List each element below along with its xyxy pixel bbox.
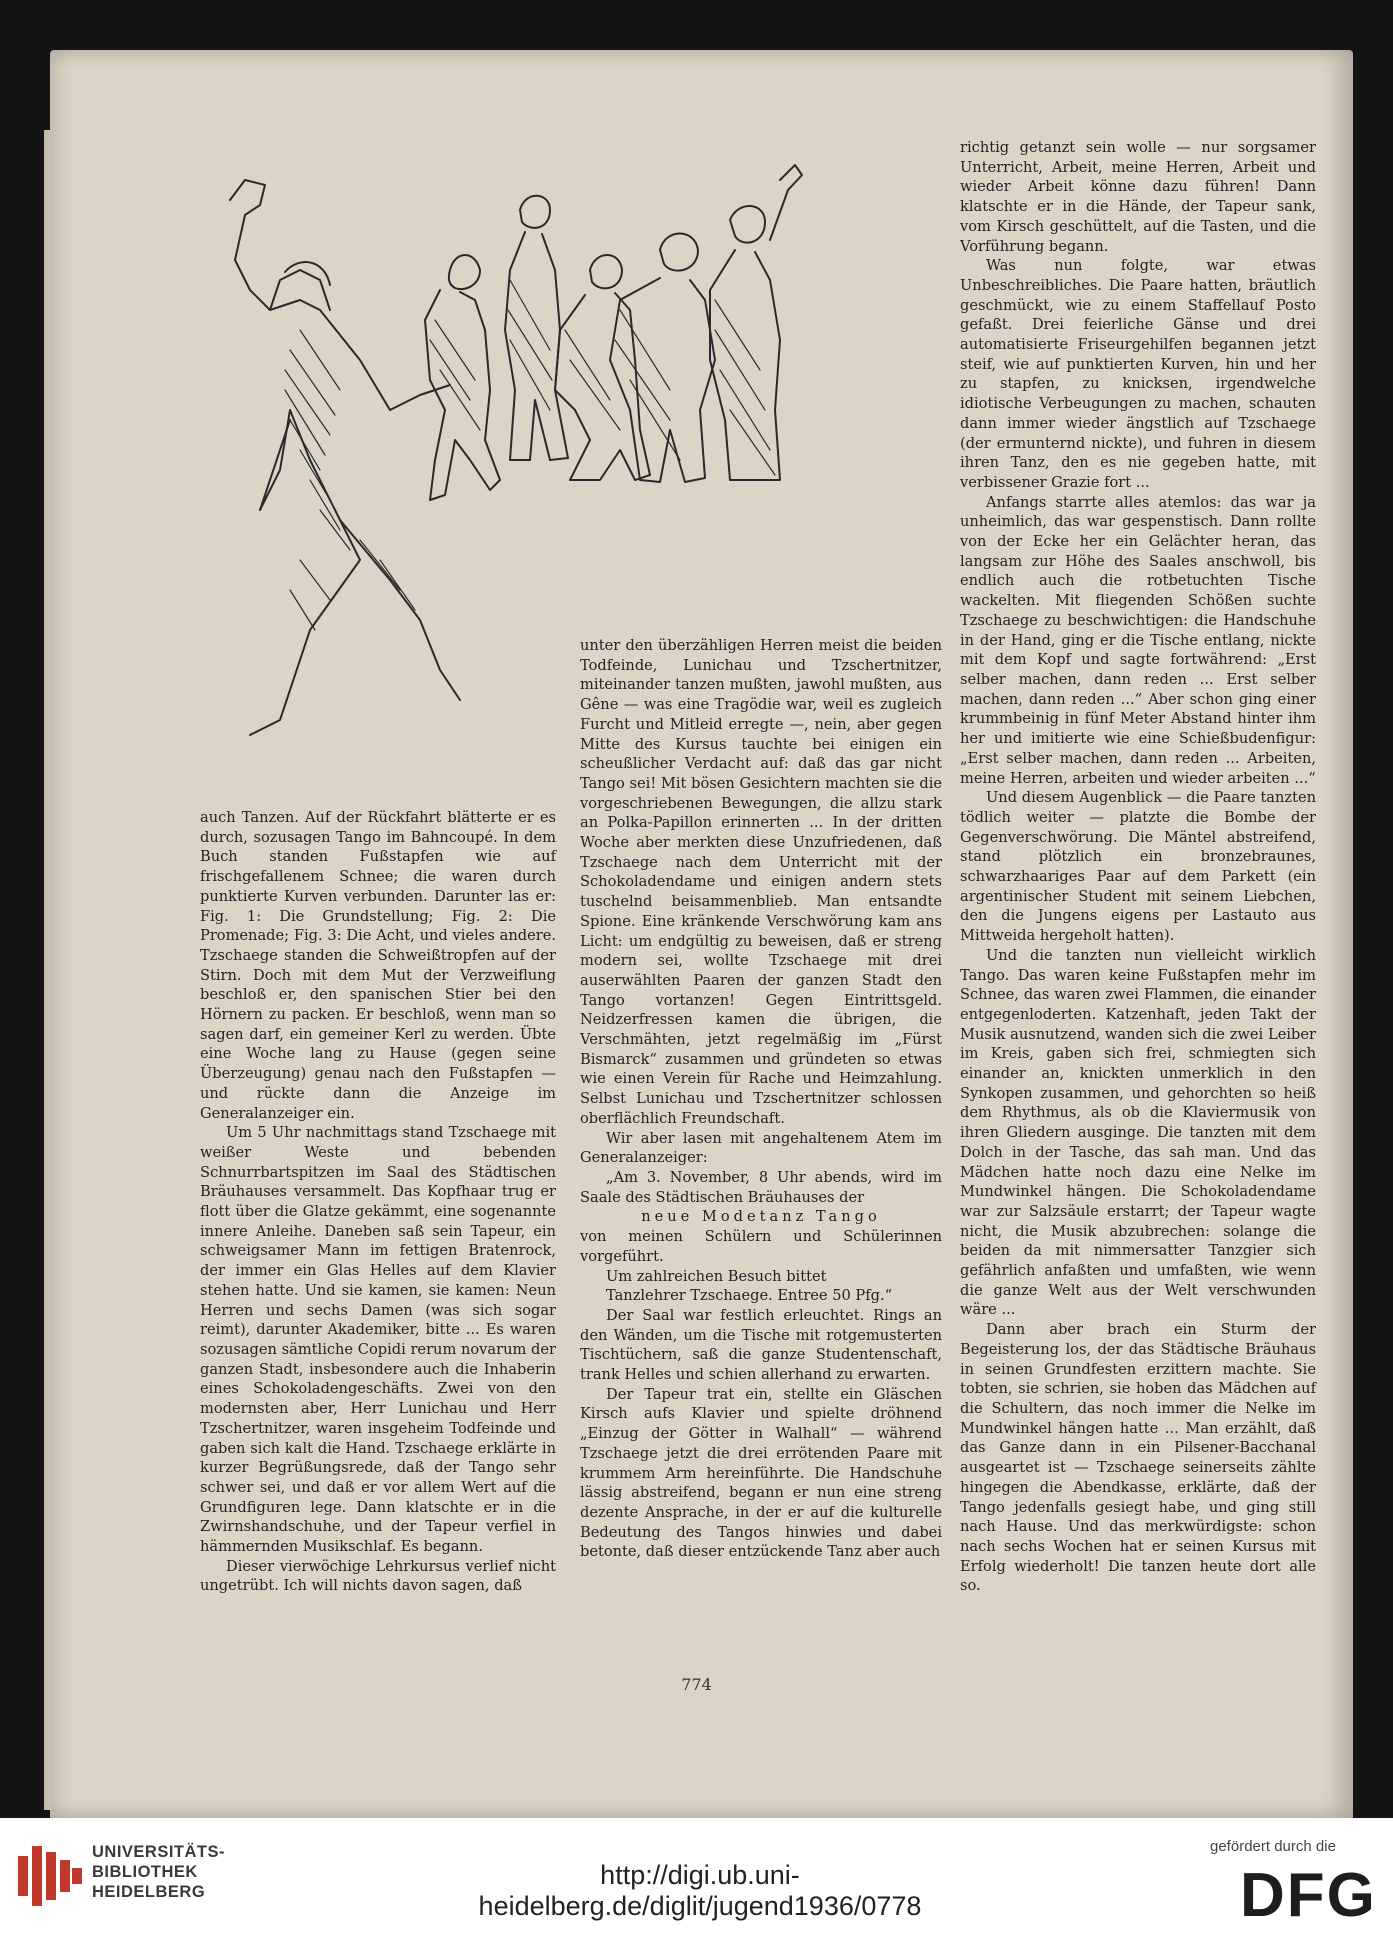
source-url-link[interactable]: http://digi.ub.uni-heidelberg.de/diglit/jugend1936/0778: [478, 1860, 922, 1921]
text-column-3: [960, 138, 1316, 1596]
paragraph: Anfangs starrte alles atemlos: das war ja unheimlich, das war gespenstisch. Dann rollte von der Ecke her ein Gelächter heran, das langsam zur Höhe des Saales anschwoll, bis endlich auch die rotbetuchten Tische wackelten. Mit fliegenden Schößen suchte Tzschaege zu beschwichtigen: die Handschuhe in der Hand, ging er die Tische entlang, nickte mit dem Kopf und sagte fortwährend: „Erst selber machen, dann reden ... Erst selber machen, dann reden ...“ Aber schon ging einer krummbeinig in fünf Meter Abstand hinter ihm her und imitierte wie eine Schießbudenfigur: „Erst selber machen, dann reden ... Arbeiten, meine Herren, arbeiten und wieder arbeiten ...“: [960, 493, 1316, 787]
paragraph: Der Saal war festlich erleuchtet. Rings an den Wänden, um die Tische mit rotgemusterten Tischtüchern, saß die ganze Studentenschaft, trank Helles und schien allerhand zu erwarten.: [580, 1306, 942, 1384]
announcement-signature: Tanzlehrer Tzschaege. Entree 50 Pfg.“: [606, 1287, 893, 1305]
page-number: 774: [681, 1675, 712, 1694]
announcement-title: neue Modetanz Tango: [641, 1208, 881, 1226]
paragraph: Der Tapeur trat ein, stellte ein Gläschen Kirsch aufs Klavier und spielte dröhnend „Einzug der Götter in Walhall“ — während Tzschaege jetzt die drei errötenden Paare mit krummem Arm hereinführte. Die Handschuhe lässig abstreifend, begann er nun eine streng dezente Ansprache, in der er auf die kulturelle Bedeutung des Tangos hinwies und dabei betonte, daß dieser entzückende Tanz aber auch: [580, 1385, 942, 1561]
paragraph: Was nun folgte, war etwas Unbeschreibliches. Die Paare hatten, bräutlich geschmückt, wie zu einem Staffellauf Posto gefaßt. Drei feierliche Gänse und drei automatisierte Friseurgehilfen begannen jetzt steif, wie auf punktierten Kurven, hin und her zu stapfen, zu knicksen, irgendwelche idiotische Verbeugungen zu machen, schauten dann immer wieder ängstlich auf Tzschaege (der ermunternd nickte), und fuhren in diesem ihren Tanz, den es nie gegeben hatte, mit verbissener Grazie fort ...: [960, 257, 1316, 491]
paragraph: richtig getanzt sein wolle — nur sorgsamer Unterricht, Arbeit, meine Herren, Arbeit und wieder Arbeit könne dazu führen! Dann klatschte er in die Hände, der Tapeur sank, vom Kirsch geschüttelt, auf die Tasten, und die Vorführung begann.: [960, 139, 1316, 255]
paragraph: Dieser vierwöchige Lehrkursus verlief nicht ungetrübt. Ich will nichts davon sagen, daß: [200, 1557, 556, 1595]
group-figures: [449, 255, 480, 289]
library-name-line: BIBLIOTHEK: [92, 1863, 198, 1881]
dancer-figure: [230, 180, 450, 410]
library-name: [92, 1842, 225, 1902]
paragraph: unter den überzähligen Herren meist die beiden Todfeinde, Lunichau und Tzschertnitzer, miteinander tanzen mußten, jawohl mußten, aus Gêne — was eine Tragödie war, weil es zugleich Furcht und Mitleid erregte —, nein, aber gegen Mitte des Kursus tauchte bei einigen ein scheußlicher Verdacht auf: daß das gar nicht Tango sei! Mit bösen Gesichtern machten sie die vorgeschriebenen Bewegungen, die allzu stark an Polka-Papillon erinnerten ... In der dritten Woche aber merkten diese Unzufriedenen, daß Tzschaege nach dem Unterricht mit der Schokoladendame und einigen andern stets tuschelnd beisammenblieb. Man entsandte Spione. Eine kränkende Verschwörung kam ans Licht: um endgültig zu beweisen, daß er streng modern sei, wollte Tzschaege mit drei auserwählten Paaren der ganzen Stadt den Tango vortanzen! Gegen Eintrittsgeld. Neidzerfressen kamen die übrigen, die Verschmähten, jetzt regelmäßig im „Fürst Bismarck“ zusammen und gründeten so etwas wie einen Verein für Rache und Heimzahlung. Selbst Lunichau und Tzschertnitzer schlossen oberflächlich Freundschaft.: [580, 637, 942, 1127]
text-column-1: [200, 808, 556, 1596]
paragraph: Und die tanzten nun vielleicht wirklich Tango. Das waren keine Fußstapfen mehr im Schnee, das waren zwei Flammen, die einander entgegenloderten. Katzenhaft, jeden Takt der Musik ausnutzend, wanden sich die zwei Leiber im Kreis, gaben sich frei, schmiegten sich einander an, knickten unmerklich in den Synkopen zusammen, und gehorchten so heiß dem Rhythmus, als ob die Klaviermusik von ihren Gliedern ausginge. Die tanzten mit dem Dolch in der Tasche, das sah man. Und das Mädchen hatte noch dazu eine Nelke im Mundwinkel hängen. Die Schokoladendame war zur Salzsäule erstarrt; der Tapeur wagte nicht, die Musik abzubrechen: solange die beiden da mit nimmersatter Tanzgier sich gefährlich anfaßten und umfaßten, wie wenn die ganze Welt aus der Welt verschwunden wäre ...: [960, 946, 1316, 1319]
library-name-line: UNIVERSITÄTS-: [92, 1843, 226, 1861]
announcement-line: „Am 3. November, 8 Uhr abends, wird im Saale des Städtischen Bräuhauses der: [580, 1168, 942, 1206]
paragraph: Dann aber brach ein Sturm der Begeisterung los, der das Städtische Bräuhaus in seinen Grundfesten erzittern machte. Sie tobten, sie schrien, sie hoben das Mädchen auf die Schultern, das noch immer die Nelke im Mundwinkel hängen hatte ... Man erzählt, daß das Ganze dann in ein Pilsener-Bacchanal ausgeartet ist — Tzschaege seinerseits zählte hingegen die Abendkasse, erklärte, daß der Tango jedenfalls gesiegt habe, und ging still nach Hause. Und das merkwürdigste: schon nach sechs Wochen hat er seinen Kursus mit Erfolg wiederholt! Die tanzen heute dort alle so.: [960, 1321, 1316, 1595]
library-logo-icon: [18, 1846, 82, 1906]
paragraph: Um 5 Uhr nachmittags stand Tzschaege mit weißer Weste und bebenden Schnurrbartspitzen im Saal des Städtischen Bräuhauses versammelt. Das Kopfhaar trug er flott über die Glatze gekämmt, eine sogenannte innere Anleihe. Daneben saß sein Tapeur, ein schweigsamer Mann im fettigen Bratenrock, der immer ein Glas Helles auf dem Klavier stehen hatte. Und sie kamen, sie kamen: Neun Herren und sechs Damen (was sich sogar reimt), darunter Akademiker, bitte ... Es waren sozusagen sämtliche Copidi rerum novarum der ganzen Stadt, insbesondere auch die Inhaberin eines Schokoladengeschäfts. Zwei von den modernsten aber, Herr Lunichau und Herr Tzschertnitzer, waren insgeheim Todfeinde und gaben sich kalt die Hand. Tzschaege erklärte in kurzer Begrüßungsrede, daß der Tango sehr schwer sei, und daß er vor allem Wert auf die Grundfiguren lege. Dann klatschte er in die Zwirnshandschuhe, und der Tapeur verfiel in hämmernden Musikschlaf. Es begann.: [200, 1124, 556, 1556]
paragraph: auch Tanzen. Auf der Rückfahrt blätterte er es durch, sozusagen Tango im Bahncoupé. In dem Buch standen Fußstapfen wie auf frischgefallenem Schnee; die waren durch punktierte Kurven verbunden. Darunter las er: Fig. 1: Die Grundstellung; Fig. 2: Die Promenade; Fig. 3: Die Acht, und vieles andere. Tzschaege standen die Schweißtropfen auf der Stirn. Doch mit dem Mut der Verzweiflung beschloß er, den spanischen Stier bei den Hörnern zu packen. Er beschloß, wenn man so sagen darf, ein gemeiner Kerl zu werden. Übte eine Woche lang zu Hause (gegen seine Überzeugung) genau nach den Fußstapfen — und rückte dann die Anzeige im Generalanzeiger ein.: [200, 809, 556, 1122]
support-text: gefördert durch die: [1210, 1838, 1336, 1855]
text-column-2: [580, 636, 942, 1562]
library-name-line: HEIDELBERG: [92, 1883, 206, 1901]
paragraph: Wir aber lasen mit angehaltenem Atem im Generalanzeiger:: [580, 1129, 942, 1167]
paragraph: Und diesem Augenblick — die Paare tanzten tödlich weiter — platzte die Bombe der Gegenverschwörung. Die Mäntel abstreifend, stand plötzlich ein bronzebraunes, schwarzhaariges Paar auf dem Parkett (ein argentinischer Student mit seinem Liebchen, den die Jungens eigens per Lastauto aus Mittweida hergeholt hatten).: [960, 789, 1316, 945]
footer-bar: [0, 1818, 1393, 1941]
announcement-line: von meinen Schülern und Schülerinnen vorgeführt.: [580, 1228, 942, 1265]
funder-logo: DFG: [1240, 1861, 1377, 1930]
announcement-line: Um zahlreichen Besuch bittet: [606, 1267, 827, 1285]
